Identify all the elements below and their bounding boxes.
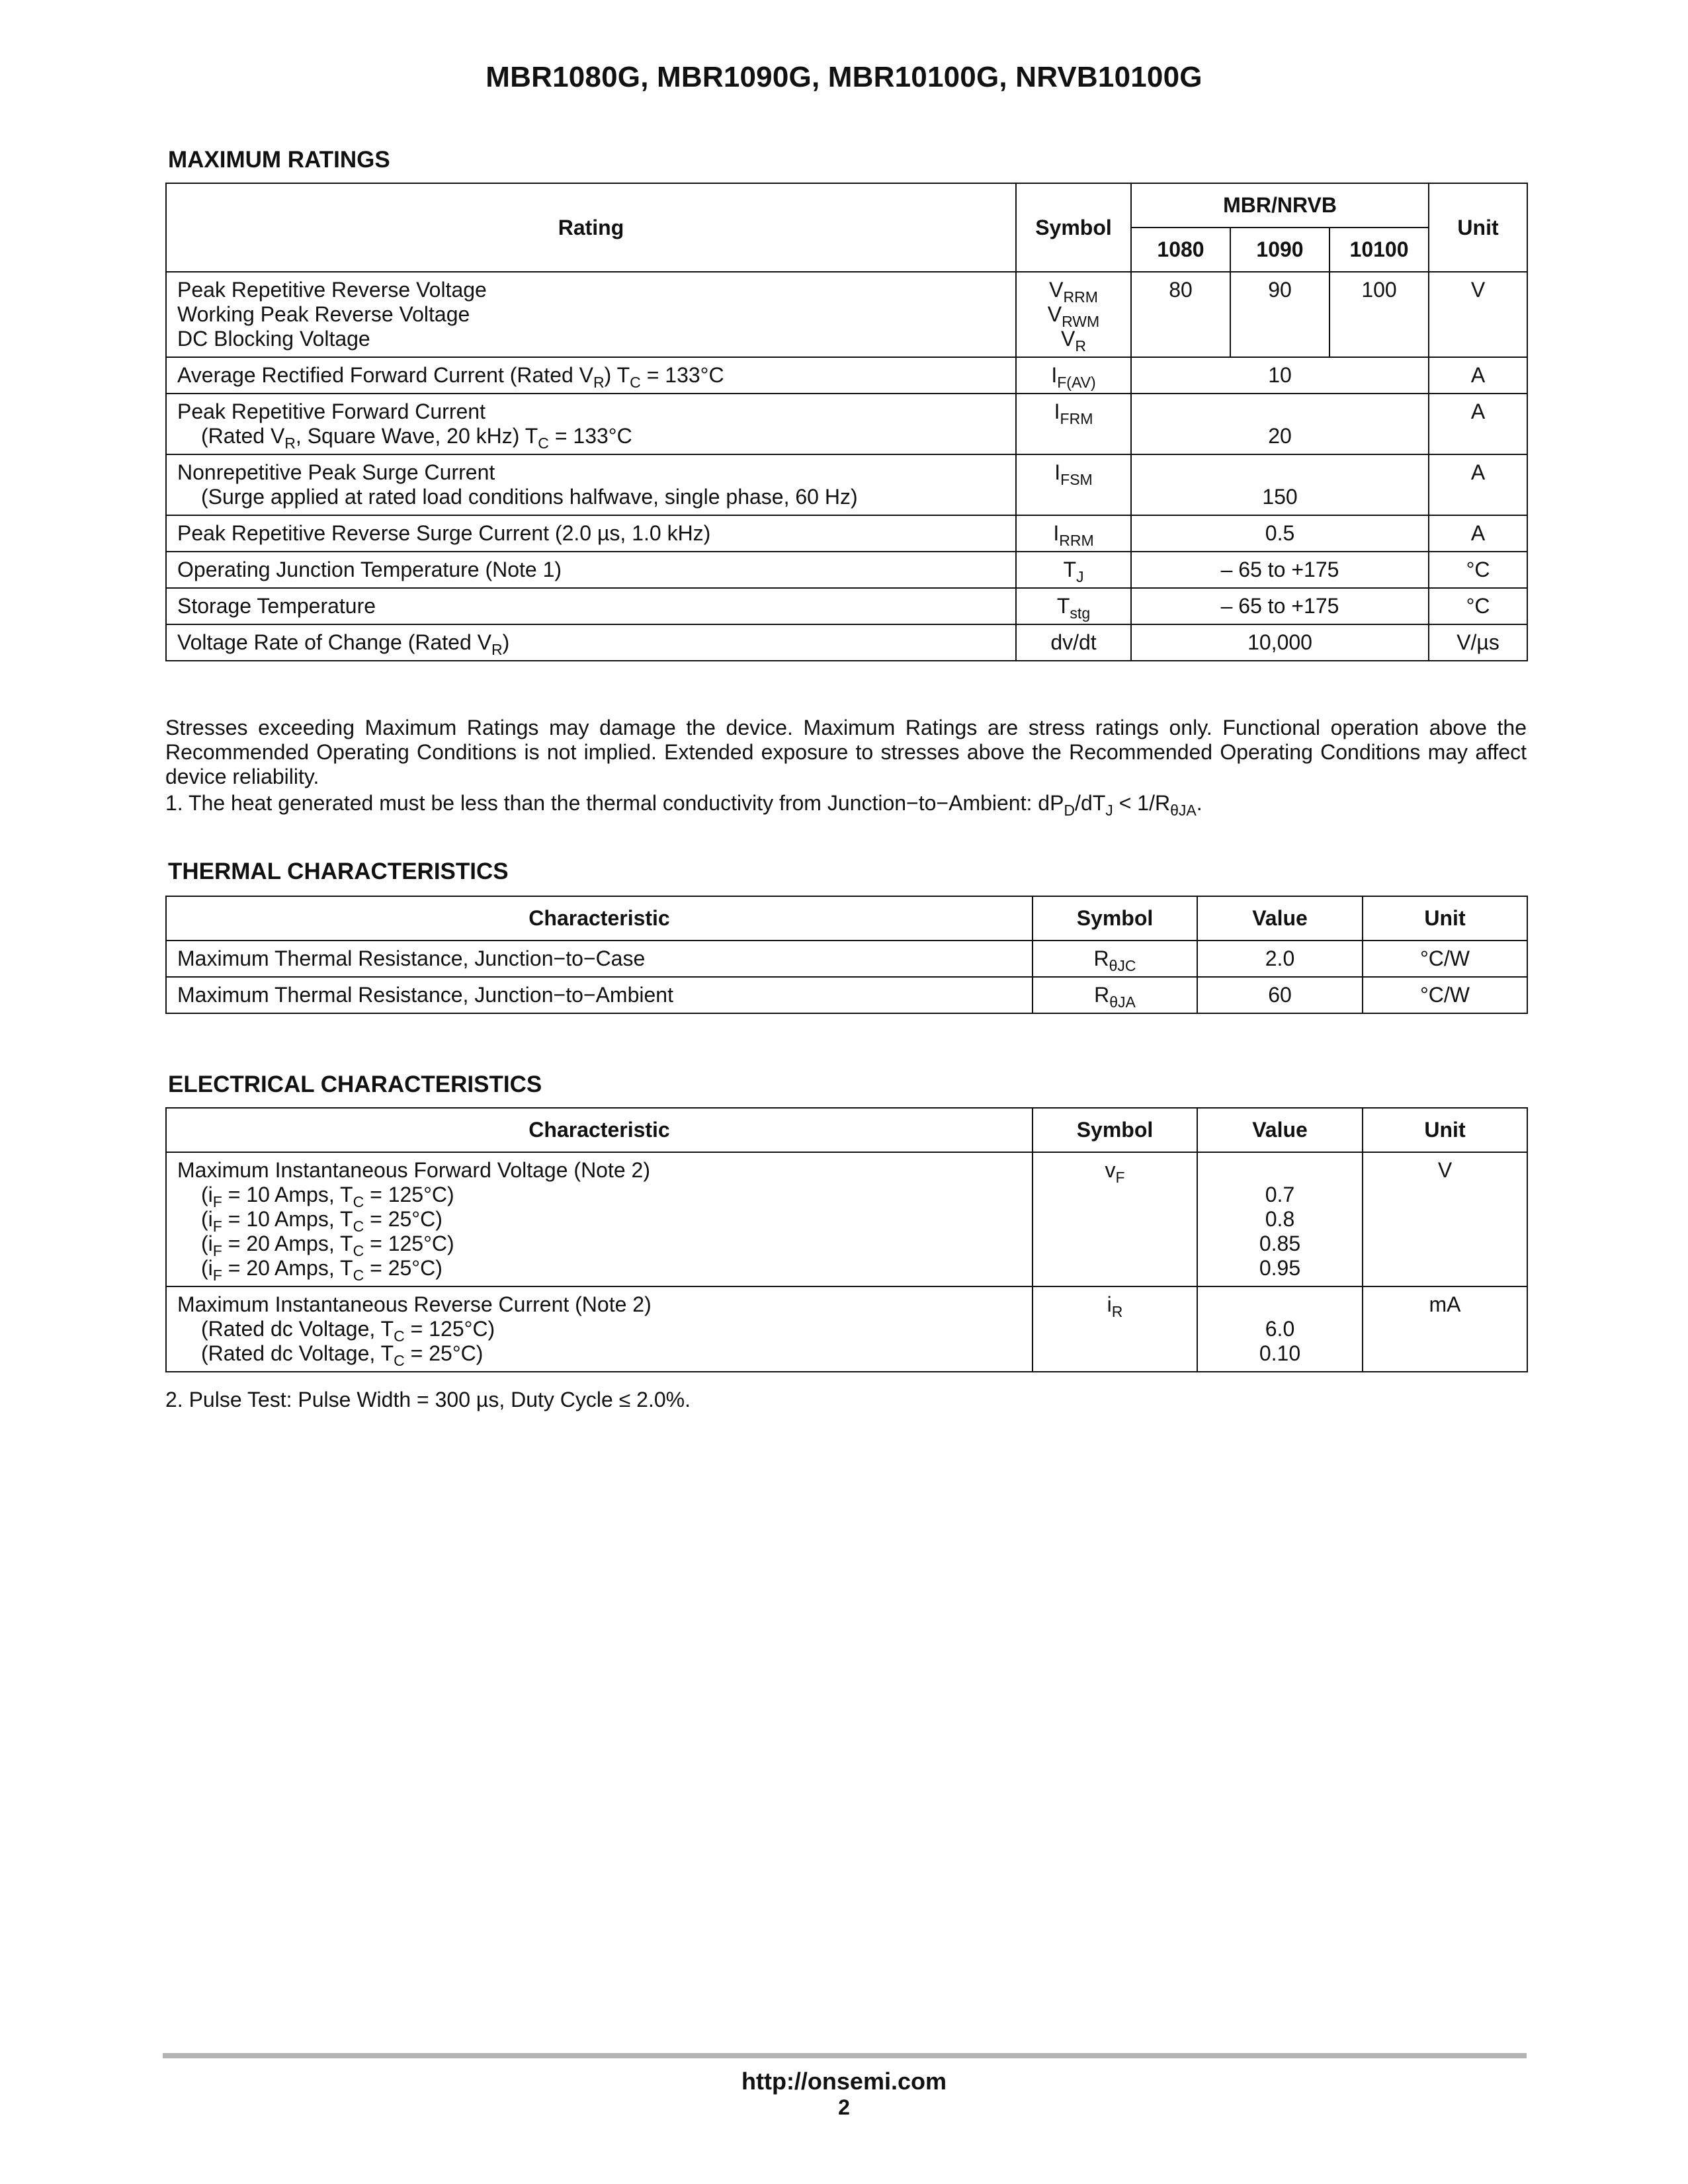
- electrical-table: [165, 1107, 1528, 1372]
- value-cell: 80: [1131, 272, 1230, 357]
- value-cell: 0.5: [1131, 515, 1429, 552]
- rating-cell: Peak Repetitive Reverse Surge Current (2.0 µs, 1.0 kHz): [166, 515, 1016, 552]
- characteristic-cell: Maximum Instantaneous Forward Voltage (Note 2) ($i_F = 10$ Amps, $T_C = 125^\circ C$) ($i_F = 10$ Amps, $T_C = 25^\circ C$) ($i_F = 20$ Amps, $T_C = 125^\circ C$) ($i_F = 20$ Amps, $T_C = 25^\circ C$): [166, 1152, 1033, 1286]
- table-row: [166, 357, 1527, 394]
- unit-cell: A: [1429, 515, 1527, 552]
- unit-cell: °C: [1429, 588, 1527, 624]
- thermal-heading: THERMAL CHARACTERISTICS: [168, 859, 509, 884]
- table-row: [166, 624, 1527, 661]
- table-header-row: [166, 183, 1527, 228]
- symbol-cell: $I_{RRM}$: [1016, 515, 1131, 552]
- col-header-group: MBR/NRVB: [1131, 183, 1429, 228]
- col-header-1080: 1080: [1131, 228, 1230, 272]
- symbol-cell: $I_{FRM}$: [1016, 394, 1131, 454]
- unit-cell: mA: [1363, 1286, 1527, 1372]
- unit-cell: V/µs: [1429, 624, 1527, 661]
- col-header-unit: Unit: [1429, 183, 1527, 272]
- unit-cell: °C: [1429, 552, 1527, 588]
- col-header-unit: Unit: [1363, 1108, 1527, 1152]
- rating-cell: Storage Temperature: [166, 588, 1016, 624]
- col-header-symbol: Symbol: [1016, 183, 1131, 272]
- table-row: [166, 941, 1527, 977]
- table-row: [166, 977, 1527, 1013]
- characteristic-cell: Maximum Thermal Resistance, Junction−to−Ambient: [166, 977, 1033, 1013]
- col-header-value: Value: [1197, 1108, 1363, 1152]
- value-cell: 90: [1230, 272, 1329, 357]
- table-row: [166, 588, 1527, 624]
- unit-cell: °C/W: [1363, 941, 1527, 977]
- col-header-value: Value: [1197, 896, 1363, 941]
- symbol-cell: $R_{\theta JC}$: [1033, 941, 1197, 977]
- unit-cell: A: [1429, 454, 1527, 515]
- value-cell: 10,000: [1131, 624, 1429, 661]
- rating-cell: Average Rectified Forward Current (Rated $V_R$) $T_C = 133^\circ C$: [166, 357, 1016, 394]
- value-cell: 20: [1131, 394, 1429, 454]
- max-ratings-heading: MAXIMUM RATINGS: [168, 147, 390, 173]
- table-row: [166, 1286, 1527, 1372]
- symbol-cell: $i_R$: [1033, 1286, 1197, 1372]
- characteristic-cell: Maximum Instantaneous Reverse Current (Note 2) (Rated dc Voltage, $T_C = 125^\circ C$) (Rated dc Voltage, $T_C = 25^\circ C$): [166, 1286, 1033, 1372]
- symbol-cell: dv/dt: [1016, 624, 1131, 661]
- table-row: [166, 1152, 1527, 1286]
- unit-cell: A: [1429, 394, 1527, 454]
- unit-cell: °C/W: [1363, 977, 1527, 1013]
- footer-url-link[interactable]: http://onsemi.com: [741, 2068, 947, 2095]
- value-cell: 100: [1329, 272, 1429, 357]
- rating-cell: Peak Repetitive Forward Current (Rated $V_R$, Square Wave, 20 kHz) $T_C = 133^\circ C$: [166, 394, 1016, 454]
- symbol-cell: $I_{F(AV)}$: [1016, 357, 1131, 394]
- electrical-heading: ELECTRICAL CHARACTERISTICS: [168, 1071, 542, 1097]
- symbol-cell: $I_{FSM}$: [1016, 454, 1131, 515]
- table-row: [166, 515, 1527, 552]
- value-cell: – 65 to +175: [1131, 588, 1429, 624]
- col-header-1090: 1090: [1230, 228, 1329, 272]
- rating-cell: Operating Junction Temperature (Note 1): [166, 552, 1016, 588]
- value-cell: 150: [1131, 454, 1429, 515]
- col-header-characteristic: Characteristic: [166, 896, 1033, 941]
- symbol-cell: $v_F$: [1033, 1152, 1197, 1286]
- value-cell: 60: [1197, 977, 1363, 1013]
- unit-cell: A: [1429, 357, 1527, 394]
- unit-cell: V: [1429, 272, 1527, 357]
- unit-cell: V: [1363, 1152, 1527, 1286]
- table-row: [166, 394, 1527, 454]
- value-cell: 2.0: [1197, 941, 1363, 977]
- col-header-symbol: Symbol: [1033, 1108, 1197, 1152]
- symbol-cell: $R_{\theta JA}$: [1033, 977, 1197, 1013]
- symbol-cell: $T_{stg}$: [1016, 588, 1131, 624]
- value-cell: 0.7 0.8 0.85 0.95: [1197, 1152, 1363, 1286]
- rating-cell: Nonrepetitive Peak Surge Current (Surge applied at rated load conditions halfwave, single phase, 60 Hz): [166, 454, 1016, 515]
- page-number: 2: [838, 2095, 850, 2119]
- rating-cell: Voltage Rate of Change (Rated $V_R$): [166, 624, 1016, 661]
- symbol-cell: $T_J$: [1016, 552, 1131, 588]
- stress-note: Stresses exceeding Maximum Ratings may damage the device. Maximum Ratings are stress ratings only. Functional operation above the Recommended Operating Conditions is not implied. Extended exposure to stresses above the Recommended Operating Conditions may affect device reliability.: [165, 716, 1527, 788]
- max-ratings-table: [165, 183, 1528, 661]
- footnote-1: 1. The heat generated must be less than the thermal conductivity from Junction−to−Ambient: $dP_D/dT_J < 1/R_{\theta JA}$.: [165, 791, 1203, 819]
- footnote-2: 2. Pulse Test: Pulse Width = 300 µs, Duty Cycle ≤ 2.0%.: [165, 1388, 691, 1411]
- table-row: [166, 272, 1527, 357]
- col-header-rating: Rating: [166, 183, 1016, 272]
- table-header-row: [166, 896, 1527, 941]
- thermal-table: [165, 896, 1528, 1014]
- value-cell: 6.0 0.10: [1197, 1286, 1363, 1372]
- characteristic-cell: Maximum Thermal Resistance, Junction−to−Case: [166, 941, 1033, 977]
- symbol-cell: $V_{RRM}$ $V_{RWM}$ $V_R$: [1016, 272, 1131, 357]
- col-header-unit: Unit: [1363, 896, 1527, 941]
- col-header-10100: 10100: [1329, 228, 1429, 272]
- col-header-symbol: Symbol: [1033, 896, 1197, 941]
- table-header-row: [166, 1108, 1527, 1152]
- table-row: [166, 552, 1527, 588]
- footer-divider: [163, 2053, 1527, 2058]
- value-cell: – 65 to +175: [1131, 552, 1429, 588]
- rating-cell: Peak Repetitive Reverse Voltage Working Peak Reverse Voltage DC Blocking Voltage: [166, 272, 1016, 357]
- table-row: [166, 454, 1527, 515]
- value-cell: 10: [1131, 357, 1429, 394]
- col-header-characteristic: Characteristic: [166, 1108, 1033, 1152]
- page-title: MBR1080G, MBR1090G, MBR10100G, NRVB10100G: [485, 61, 1203, 93]
